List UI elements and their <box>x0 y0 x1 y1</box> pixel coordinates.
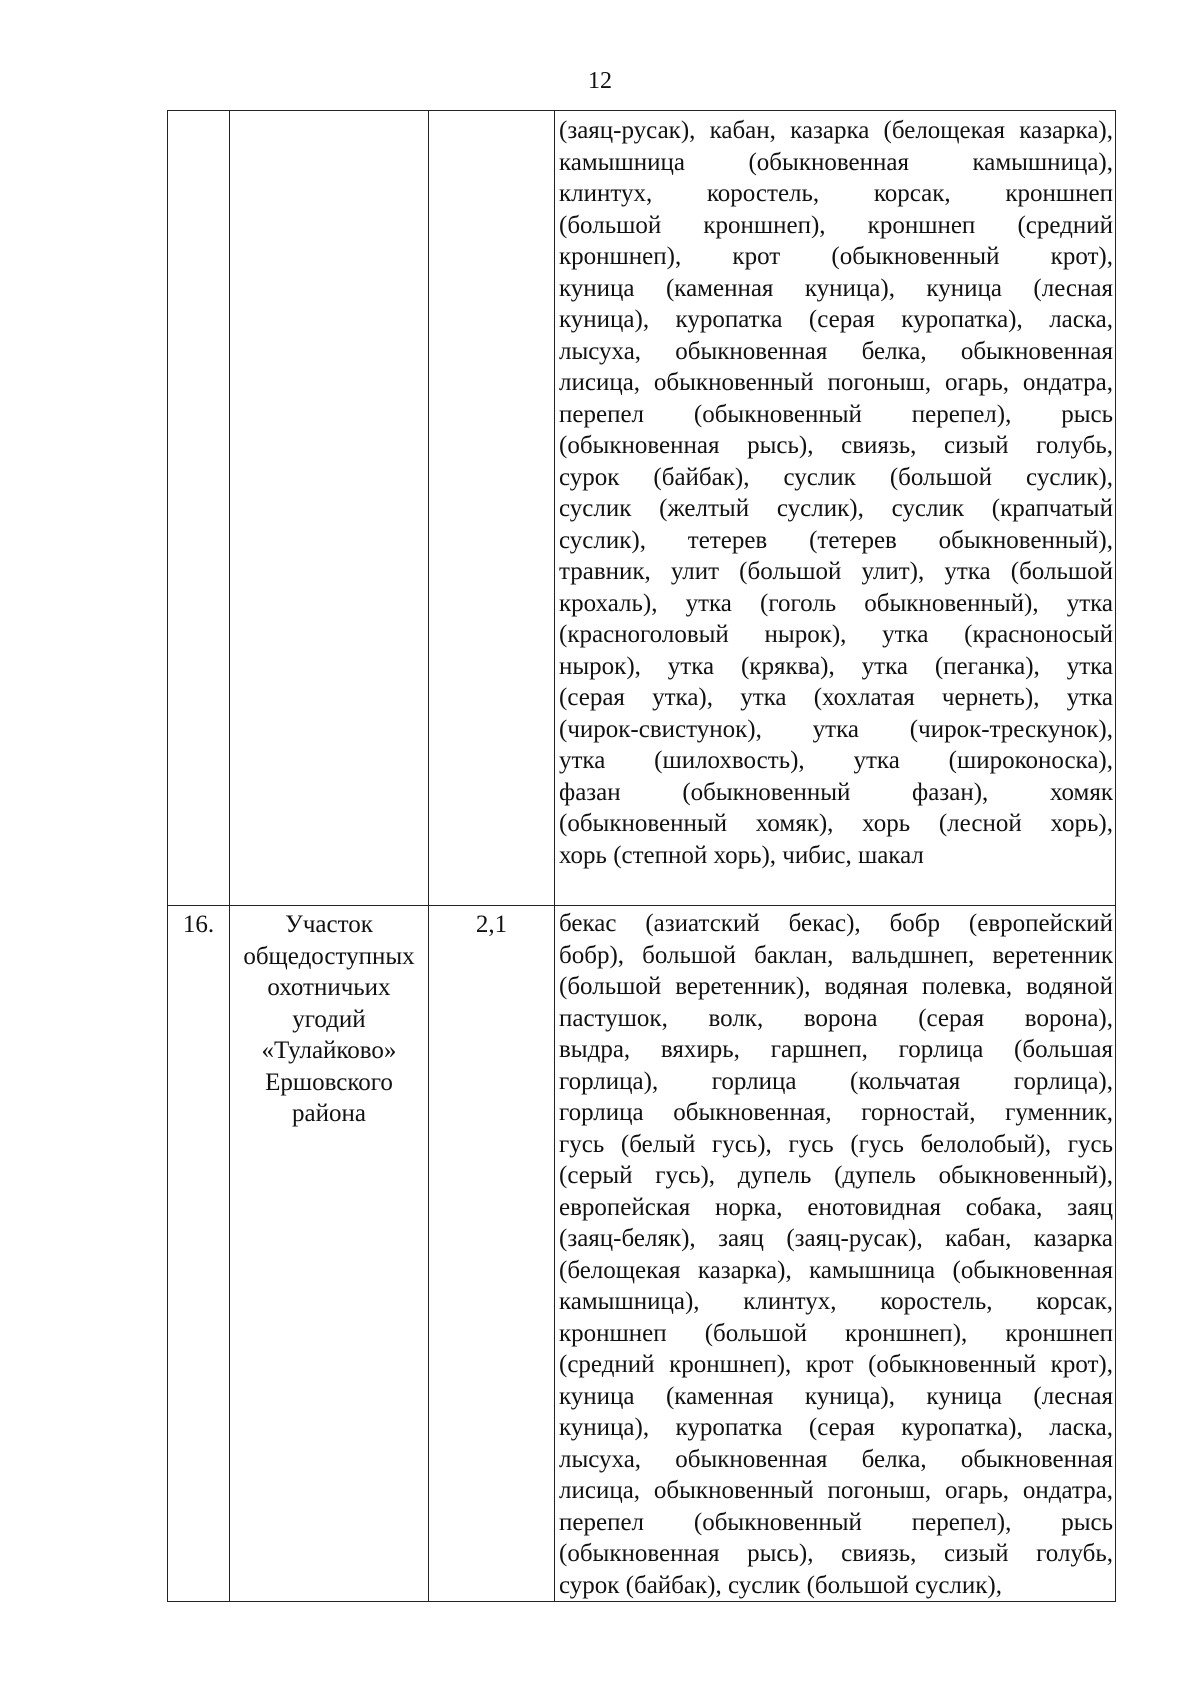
species-line: хорь (степной хорь), чибис, шакал <box>559 841 924 869</box>
ground-name-cell <box>230 111 429 906</box>
species-line: утка (шилохвость), утка (широконоска), <box>559 747 1113 774</box>
species-line: (красноголовый нырок), утка (красноносый <box>559 621 1113 648</box>
species-line: клинтух, коростель, корсак, кроншнеп <box>559 180 1113 207</box>
species-line: выдра, вяхирь, гаршнеп, горлица (большая <box>559 1036 1113 1063</box>
ground-name-line: охотничьих <box>267 974 391 1001</box>
species-line: нырок), утка (кряква), утка (пеганка), утка <box>559 652 1113 680</box>
species-line: (большой кроншнеп), кроншнеп (средний <box>559 211 1113 239</box>
row-number-cell <box>168 111 230 906</box>
species-line: перепел (обыкновенный перепел), рысь <box>559 400 1113 428</box>
species-line: (большой веретенник), водяная полевка, водяной <box>559 973 1113 1000</box>
ground-name-line: района <box>292 1100 366 1127</box>
species-line: суслик), тетерев (тетерев обыкновенный), <box>559 526 1113 554</box>
species-line: куница (каменная куница), куница (лесная <box>559 1382 1113 1410</box>
species-line: (обыкновенный хомяк), хорь (лесной хорь), <box>559 810 1113 837</box>
species-line: горлица), горлица (кольчатая горлица), <box>559 1067 1113 1095</box>
species-line: (обыкновенная рысь), свиязь, сизый голубь, <box>559 432 1113 459</box>
ground-name-line: общедоступных <box>243 942 415 970</box>
species-line: камышница (обыкновенная камышница), <box>559 148 1113 176</box>
species-line: куница), куропатка (серая куропатка), ласка, <box>559 306 1113 333</box>
species-line: сурок (байбак), суслик (большой суслик), <box>559 463 1113 491</box>
table-row <box>168 111 1116 906</box>
species-line: гусь (белый гусь), гусь (гусь белолобый), гусь <box>559 1130 1113 1158</box>
row-number-cell: 16. <box>168 906 230 1602</box>
species-line: кроншнеп), крот (обыкновенный крот), <box>559 243 1113 270</box>
ground-name-line: Участок <box>285 911 373 938</box>
species-line: крохаль), утка (гоголь обыкновенный), утка <box>559 589 1113 617</box>
species-line: (обыкновенная рысь), свиязь, сизый голубь, <box>559 1540 1113 1567</box>
species-line: куница), куропатка (серая куропатка), ласка, <box>559 1414 1113 1441</box>
species-line: сурок (байбак), суслик (большой суслик), <box>559 1571 1002 1599</box>
species-line: куница (каменная куница), куница (лесная <box>559 274 1113 302</box>
ground-name-cell <box>230 906 429 1602</box>
species-line: (средний кроншнеп), крот (обыкновенный крот), <box>559 1351 1113 1378</box>
species-line: (заяц-русак), кабан, казарка (белощекая казарка), <box>559 117 1113 144</box>
species-line: перепел (обыкновенный перепел), рысь <box>559 1508 1113 1536</box>
hunting-grounds-table <box>167 110 1116 1602</box>
area-cell: 2,1 <box>429 906 555 1602</box>
species-line: травник, улит (большой улит), утка (большой <box>559 558 1113 585</box>
species-line: суслик (желтый суслик), суслик (крапчатый <box>559 495 1113 522</box>
species-line: (белощекая казарка), камышница (обыкновенная <box>559 1256 1113 1284</box>
ground-name-line: Ершовского <box>265 1068 393 1096</box>
species-line: лысуха, обыкновенная белка, обыкновенная <box>559 337 1113 365</box>
page-number: 12 <box>588 68 612 94</box>
table-row <box>168 906 1116 1602</box>
species-line: кроншнеп (большой кроншнеп), кроншнеп <box>559 1319 1113 1347</box>
species-cell <box>555 906 1116 1602</box>
species-line: фазан (обыкновенный фазан), хомяк <box>559 778 1113 806</box>
species-line: горлица обыкновенная, горностай, гуменник, <box>559 1099 1113 1126</box>
species-line: лисица, обыкновенный погоныш, огарь, ондатра, <box>559 1477 1113 1504</box>
area-cell <box>429 111 555 906</box>
species-line: (заяц-беляк), заяц (заяц-русак), кабан, казарка <box>559 1225 1113 1252</box>
species-line: лисица, обыкновенный погоныш, огарь, ондатра, <box>559 369 1113 396</box>
species-line: бекас (азиатский бекас), бобр (европейский <box>559 910 1113 937</box>
species-line: (серая утка), утка (хохлатая чернеть), утка <box>559 684 1113 711</box>
species-line: (чирок-свистунок), утка (чирок-трескунок), <box>559 715 1113 743</box>
species-line: (серый гусь), дупель (дупель обыкновенный), <box>559 1162 1113 1189</box>
species-cell <box>555 111 1116 906</box>
species-line: лысуха, обыкновенная белка, обыкновенная <box>559 1445 1113 1473</box>
species-line: камышница), клинтух, коростель, корсак, <box>559 1288 1113 1315</box>
species-line: европейская норка, енотовидная собака, заяц <box>559 1193 1113 1221</box>
species-line: пастушок, волк, ворона (серая ворона), <box>559 1004 1113 1032</box>
ground-name-line: «Тулайково» <box>261 1037 397 1064</box>
ground-name-line: угодий <box>292 1005 366 1033</box>
species-line: бобр), большой баклан, вальдшнеп, веретенник <box>559 941 1113 969</box>
